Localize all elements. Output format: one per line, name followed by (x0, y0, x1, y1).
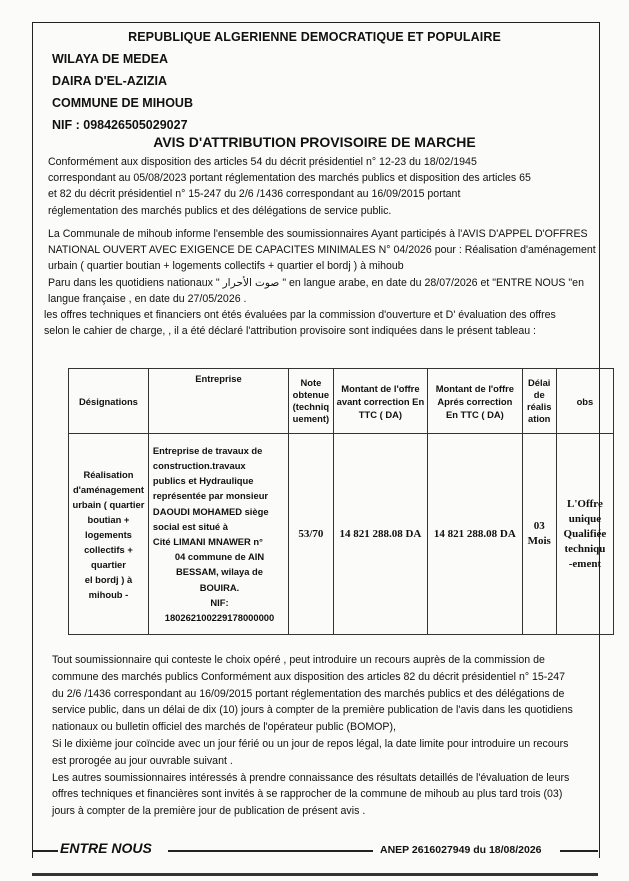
footer-rule-left (32, 850, 58, 852)
cell-delai: 03 Mois (522, 434, 556, 635)
bottom-rule (32, 873, 598, 876)
cell-entreprise: Entreprise de travaux de construction.travaux publics et Hydraulique représentée par monsieur DAOUDI MOHAMED siège social est situé à Cité LIMANI MNAWER n° 04 commune de AIN BESSAM, wilaya de BOUIRA. NIF: 180262100229178000000 (148, 434, 288, 635)
closing-line: offres techniques et financières sont invités à se rapprocher de la commune de mihoub au plus tard trois (03) (52, 788, 563, 801)
table-row (69, 434, 614, 635)
closing-paragraph (52, 652, 573, 820)
col-header-montant-avant: Montant de l'offre avant correction En TTC ( DA) (333, 369, 427, 434)
commune-line: langue française , en date du 27/05/2026 . (48, 292, 247, 305)
commune-line: les offres techniques et financiers ont étés évaluées par la commission d'ouverture et D' évaluation des offres (44, 309, 556, 322)
closing-line: nationaux ou bulletin officiel des marchés de l'opérateur public (BOMOP), (52, 721, 396, 734)
col-header-designations: Désignations (69, 369, 149, 434)
col-header-obs: obs (556, 369, 613, 434)
cell-montant-apres: 14 821 288.08 DA (428, 434, 522, 635)
footer-rule-middle (168, 850, 373, 852)
notice-title: AVIS D'ATTRIBUTION PROVISOIRE DE MARCHE (153, 134, 476, 150)
commune-line: selon le cahier de charge, , il a été déclaré l'attribution provisoire sont indiquées dans le présent tableau : (44, 325, 536, 338)
closing-line: Tout soumissionnaire qui conteste le choix opéré , peut introduire un recours auprès de la commission de (52, 654, 545, 666)
daira-line: DAIRA D'EL-AZIZIA (52, 74, 167, 88)
nif-line: NIF : 098426505029027 (52, 118, 188, 132)
intro-paragraph (48, 154, 531, 219)
table-header-row (69, 369, 614, 434)
commune-line: urbain ( quartier boutian + logements collectifs + quartier el bordj ) à mihoub (48, 260, 404, 273)
cell-designation: Réalisation d'aménagement urbain ( quartier boutian + logements collectifs + quartier el bordj ) à mihoub - (69, 434, 149, 635)
closing-line: Les autres soumissionnaires intéressés à prendre connaissance des résultats detaillés de l'évaluation de leurs (52, 771, 570, 784)
commune-line: NATIONAL OUVERT AVEC EXIGENCE DE CAPACITES MINIMALES N° 04/2026 pour : Réalisation d'aménagement (48, 244, 596, 257)
footer-rule-right (560, 850, 598, 852)
col-header-delai: Délai de réalis ation (522, 369, 556, 434)
intro-line: réglementation des marchés publics et des délégations de service public. (48, 204, 392, 217)
col-header-note: Note obtenue (techniq uement) (289, 369, 334, 434)
intro-line: correspondant au 05/08/2023 portant réglementation des marchés publics et disposition des articles 65 (48, 172, 531, 185)
cell-note: 53/70 (289, 434, 334, 635)
commune-line: COMMUNE DE MIHOUB (52, 96, 193, 110)
attribution-table (68, 368, 614, 635)
wilaya-line: WILAYA DE MEDEA (52, 52, 168, 66)
col-header-montant-apres: Montant de l'offre Aprés correction En TTC ( DA) (428, 369, 522, 434)
anep-reference: ANEP 2616027949 du 18/08/2026 (380, 844, 542, 856)
closing-line: service public, dans un délai de dix (10) jours à compter de la première publication de l'avis dans les quotidiens (52, 704, 573, 717)
newspaper-name: ENTRE NOUS (60, 840, 152, 856)
cell-montant-avant: 14 821 288.08 DA (333, 434, 427, 635)
closing-line: commune des marchés publics Conformément aux disposition des articles 82 du décrit présidentiel n° 15-247 (52, 670, 566, 683)
commune-line: Paru dans les quotidiens nationaux " صوت الأحرار " en langue arabe, en date du 28/07/2026 et "ENTRE NOUS "en (48, 276, 584, 289)
intro-line: et 82 du décrit présidentiel n° 15-247 du 2/6 /1436 correspondant au 16/09/2015 portant (48, 188, 461, 201)
closing-line: est prorogée au jour ouvrable suivant . (52, 754, 233, 767)
cell-obs: L'Offre unique Qualifiée techniqu -ement (556, 434, 613, 635)
republic-heading: REPUBLIQUE ALGERIENNE DEMOCRATIQUE ET POPULAIRE (128, 30, 501, 44)
col-header-entreprise: Entreprise (148, 369, 288, 434)
closing-line: du 2/6 /1436 correspondant au 16/09/2015 portant réglementation des marchés publics et des délégations de (52, 687, 565, 700)
commune-line: La Communale de mihoub informe l'ensemble des soumissionnaires Ayant participés à l'AVIS D'APPEL D'OFFRES (48, 228, 588, 240)
closing-line: Si le dixième jour coïncide avec un jour férié ou un jour de repos légal, la date limite pour introduire un recours (52, 737, 569, 750)
commune-paragraph (44, 226, 596, 339)
closing-line: jours à compter de la première jour de publication de présent avis . (52, 805, 366, 818)
intro-line: Conformément aux disposition des articles 54 du décrit présidentiel n° 12-23 du 18/02/1945 (48, 156, 477, 168)
